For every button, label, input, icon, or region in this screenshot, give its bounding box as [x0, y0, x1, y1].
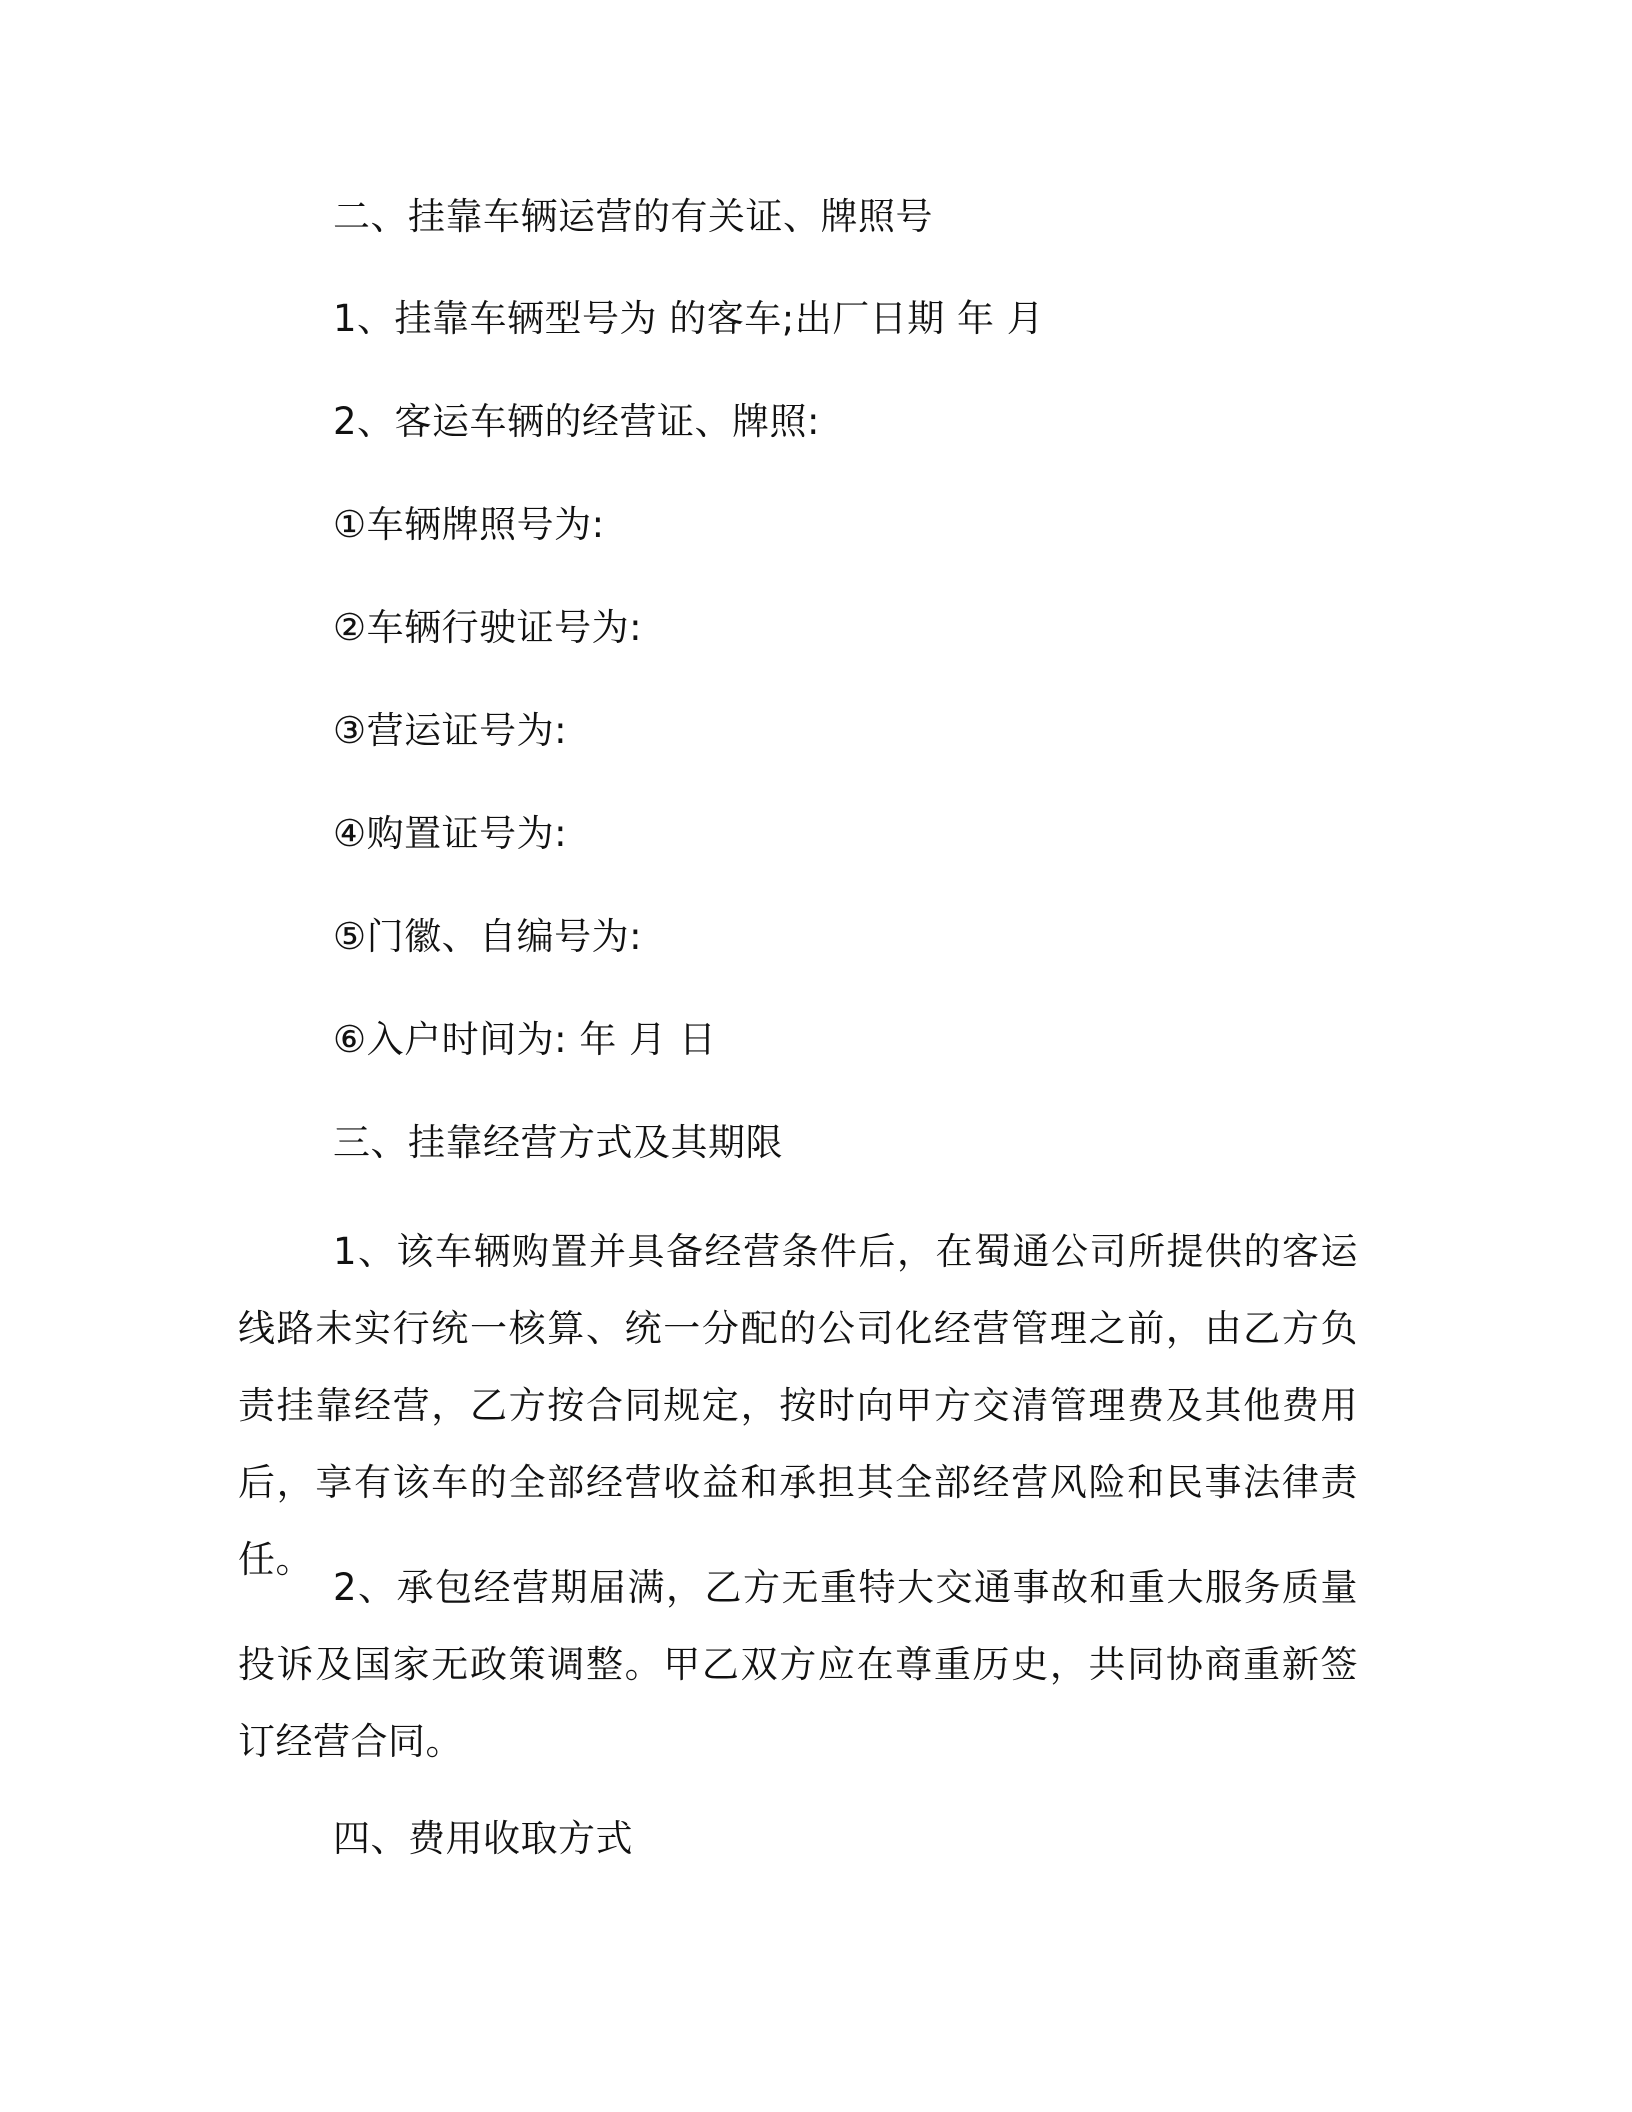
- section-4-heading: 四、费用收取方式: [333, 1817, 633, 1860]
- section-3-paragraph-1: 1、该车辆购置并具备经营条件后，在蜀通公司所提供的客运线路未实行统一核算、统一分配的公司化经营管理之前，由乙方负责挂靠经营，乙方按合同规定，按时向甲方交清管理费及其他费用后，享有该车的全部经营收益和承担其全部经营风险和民事法律责任。: [238, 1230, 1358, 1581]
- door-emblem-line: ⑤门徽、自编号为:: [333, 915, 643, 958]
- purchase-certificate-line: ④购置证号为:: [333, 812, 568, 855]
- section-3-heading: 三、挂靠经营方式及其期限: [333, 1121, 783, 1164]
- operation-permit-line: ③营运证号为:: [333, 709, 568, 752]
- license-heading-line: 2、客运车辆的经营证、牌照:: [333, 400, 821, 443]
- plate-number-line: ①车辆牌照号为:: [333, 503, 605, 546]
- section-3-paragraph-2: 2、承包经营期届满，乙方无重特大交通事故和重大服务质量投诉及国家无政策调整。甲乙双方应在尊重历史，共同协商重新签订经营合同。: [238, 1566, 1358, 1763]
- section-2-heading: 二、挂靠车辆运营的有关证、牌照号: [333, 195, 933, 238]
- driving-license-line: ②车辆行驶证号为:: [333, 606, 643, 649]
- vehicle-model-line: 1、挂靠车辆型号为 的客车;出厂日期 年 月: [333, 297, 1045, 340]
- registration-date-line: ⑥入户时间为: 年 月 日: [333, 1018, 717, 1061]
